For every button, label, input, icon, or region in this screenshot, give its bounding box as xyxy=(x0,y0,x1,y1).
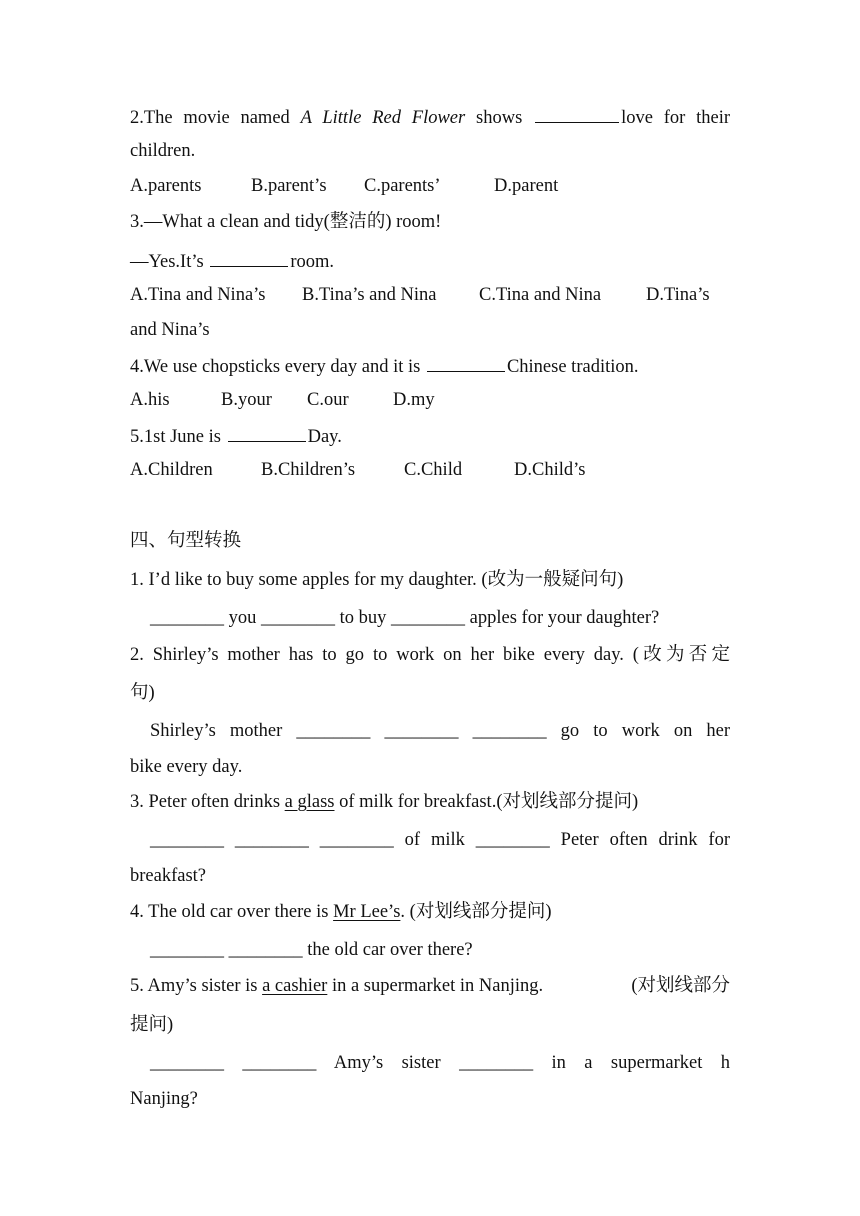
answer-blank[interactable] xyxy=(427,353,505,372)
answer-blank[interactable]: ________ xyxy=(472,721,547,741)
section-heading: 四、句型转换 xyxy=(130,531,242,551)
s5-question: 5. Amy’s sister is a cashier in a supermarket in Nanjing. (对划线部分 xyxy=(130,976,730,996)
answer-blank[interactable] xyxy=(535,104,619,123)
answer-blank[interactable]: ________ xyxy=(228,940,303,960)
s3-answer: ________ ________ ________ of milk ________ Peter often drink for xyxy=(150,830,730,850)
s5-answer-cont: Nanjing? xyxy=(130,1089,198,1109)
answer-blank[interactable]: ________ xyxy=(384,721,459,741)
q2-stem: 2.The movie named A Little Red Flower shows love for their xyxy=(130,104,730,130)
s3-question: 3. Peter often drinks a glass of milk for breakfast.(对划线部分提问) xyxy=(130,792,639,812)
answer-blank[interactable]: ________ xyxy=(391,608,466,628)
option-b[interactable]: B.Children’s xyxy=(261,460,356,480)
s5-answer: ________ ________ Amy’s sister ________ in a supermarket h xyxy=(150,1053,731,1073)
underlined-phrase: Mr Lee’s xyxy=(333,902,401,922)
q4-stem: 4.We use chopsticks every day and it is Chinese tradition. xyxy=(130,353,730,379)
option-a[interactable]: A.Children xyxy=(130,460,213,480)
answer-blank[interactable]: ________ xyxy=(234,830,309,850)
option-c[interactable]: C.Child xyxy=(404,460,463,480)
option-b[interactable]: B.Tina’s and Nina xyxy=(302,285,437,305)
option-a[interactable]: A.parents xyxy=(130,176,202,196)
s2-question: 2. Shirley’s mother has to go to work on her bike every day. (改为否定 xyxy=(130,645,730,665)
answer-blank[interactable] xyxy=(210,248,288,267)
s3-answer-cont: breakfast? xyxy=(130,866,207,886)
option-c[interactable]: C.parents’ xyxy=(364,176,441,196)
s4-question: 4. The old car over there is Mr Lee’s. (对划线部分提问) xyxy=(130,902,552,922)
answer-blank[interactable]: ________ xyxy=(150,1053,224,1073)
s5-question-cont: 提问) xyxy=(130,1015,174,1035)
q5-stem: 5.1st June is Day. xyxy=(130,423,730,449)
answer-blank[interactable]: ________ xyxy=(150,608,224,628)
answer-blank[interactable]: ________ xyxy=(150,830,224,850)
q3-stem: 3.—What a clean and tidy(整洁的) room! xyxy=(130,212,442,232)
s1-question: 1. I’d like to buy some apples for my daughter. (改为一般疑问句) xyxy=(130,570,624,590)
s2-answer-cont: bike every day. xyxy=(130,757,243,777)
option-a[interactable]: A.Tina and Nina’s xyxy=(130,285,266,305)
answer-blank[interactable] xyxy=(228,423,306,442)
s1-answer: ________ you ________ to buy ________ apples for your daughter? xyxy=(150,608,660,628)
answer-blank[interactable]: ________ xyxy=(475,830,550,850)
option-a[interactable]: A.his xyxy=(130,390,170,410)
s4-answer: ________ ________ the old car over there? xyxy=(150,940,473,960)
underlined-phrase: a glass xyxy=(284,792,335,812)
answer-blank[interactable]: ________ xyxy=(261,608,335,628)
answer-blank[interactable]: ________ xyxy=(150,940,224,960)
s2-answer: Shirley’s mother ________ ________ ________ go to work on her xyxy=(150,721,731,741)
movie-title: A Little Red Flower xyxy=(300,108,466,128)
option-c[interactable]: C.our xyxy=(307,390,349,410)
option-c[interactable]: C.Tina and Nina xyxy=(479,285,602,305)
q3-response: —Yes.It’s room. xyxy=(130,248,730,274)
answer-blank[interactable]: ________ xyxy=(296,721,371,741)
s2-question-cont: 句) xyxy=(130,683,155,703)
option-d[interactable]: D.Child’s xyxy=(514,460,586,480)
underlined-phrase: a cashier xyxy=(262,976,328,996)
option-d[interactable]: D.my xyxy=(393,390,435,410)
option-d[interactable]: D.Tina’s xyxy=(646,285,710,305)
option-b[interactable]: B.parent’s xyxy=(251,176,327,196)
answer-blank[interactable]: ________ xyxy=(459,1053,534,1073)
answer-blank[interactable]: ________ xyxy=(319,830,394,850)
q2-stem-cont: children. xyxy=(130,141,196,161)
q3-option-cont: and Nina’s xyxy=(130,320,210,340)
option-d[interactable]: D.parent xyxy=(494,176,559,196)
option-b[interactable]: B.your xyxy=(221,390,272,410)
answer-blank[interactable]: ________ xyxy=(242,1053,317,1073)
